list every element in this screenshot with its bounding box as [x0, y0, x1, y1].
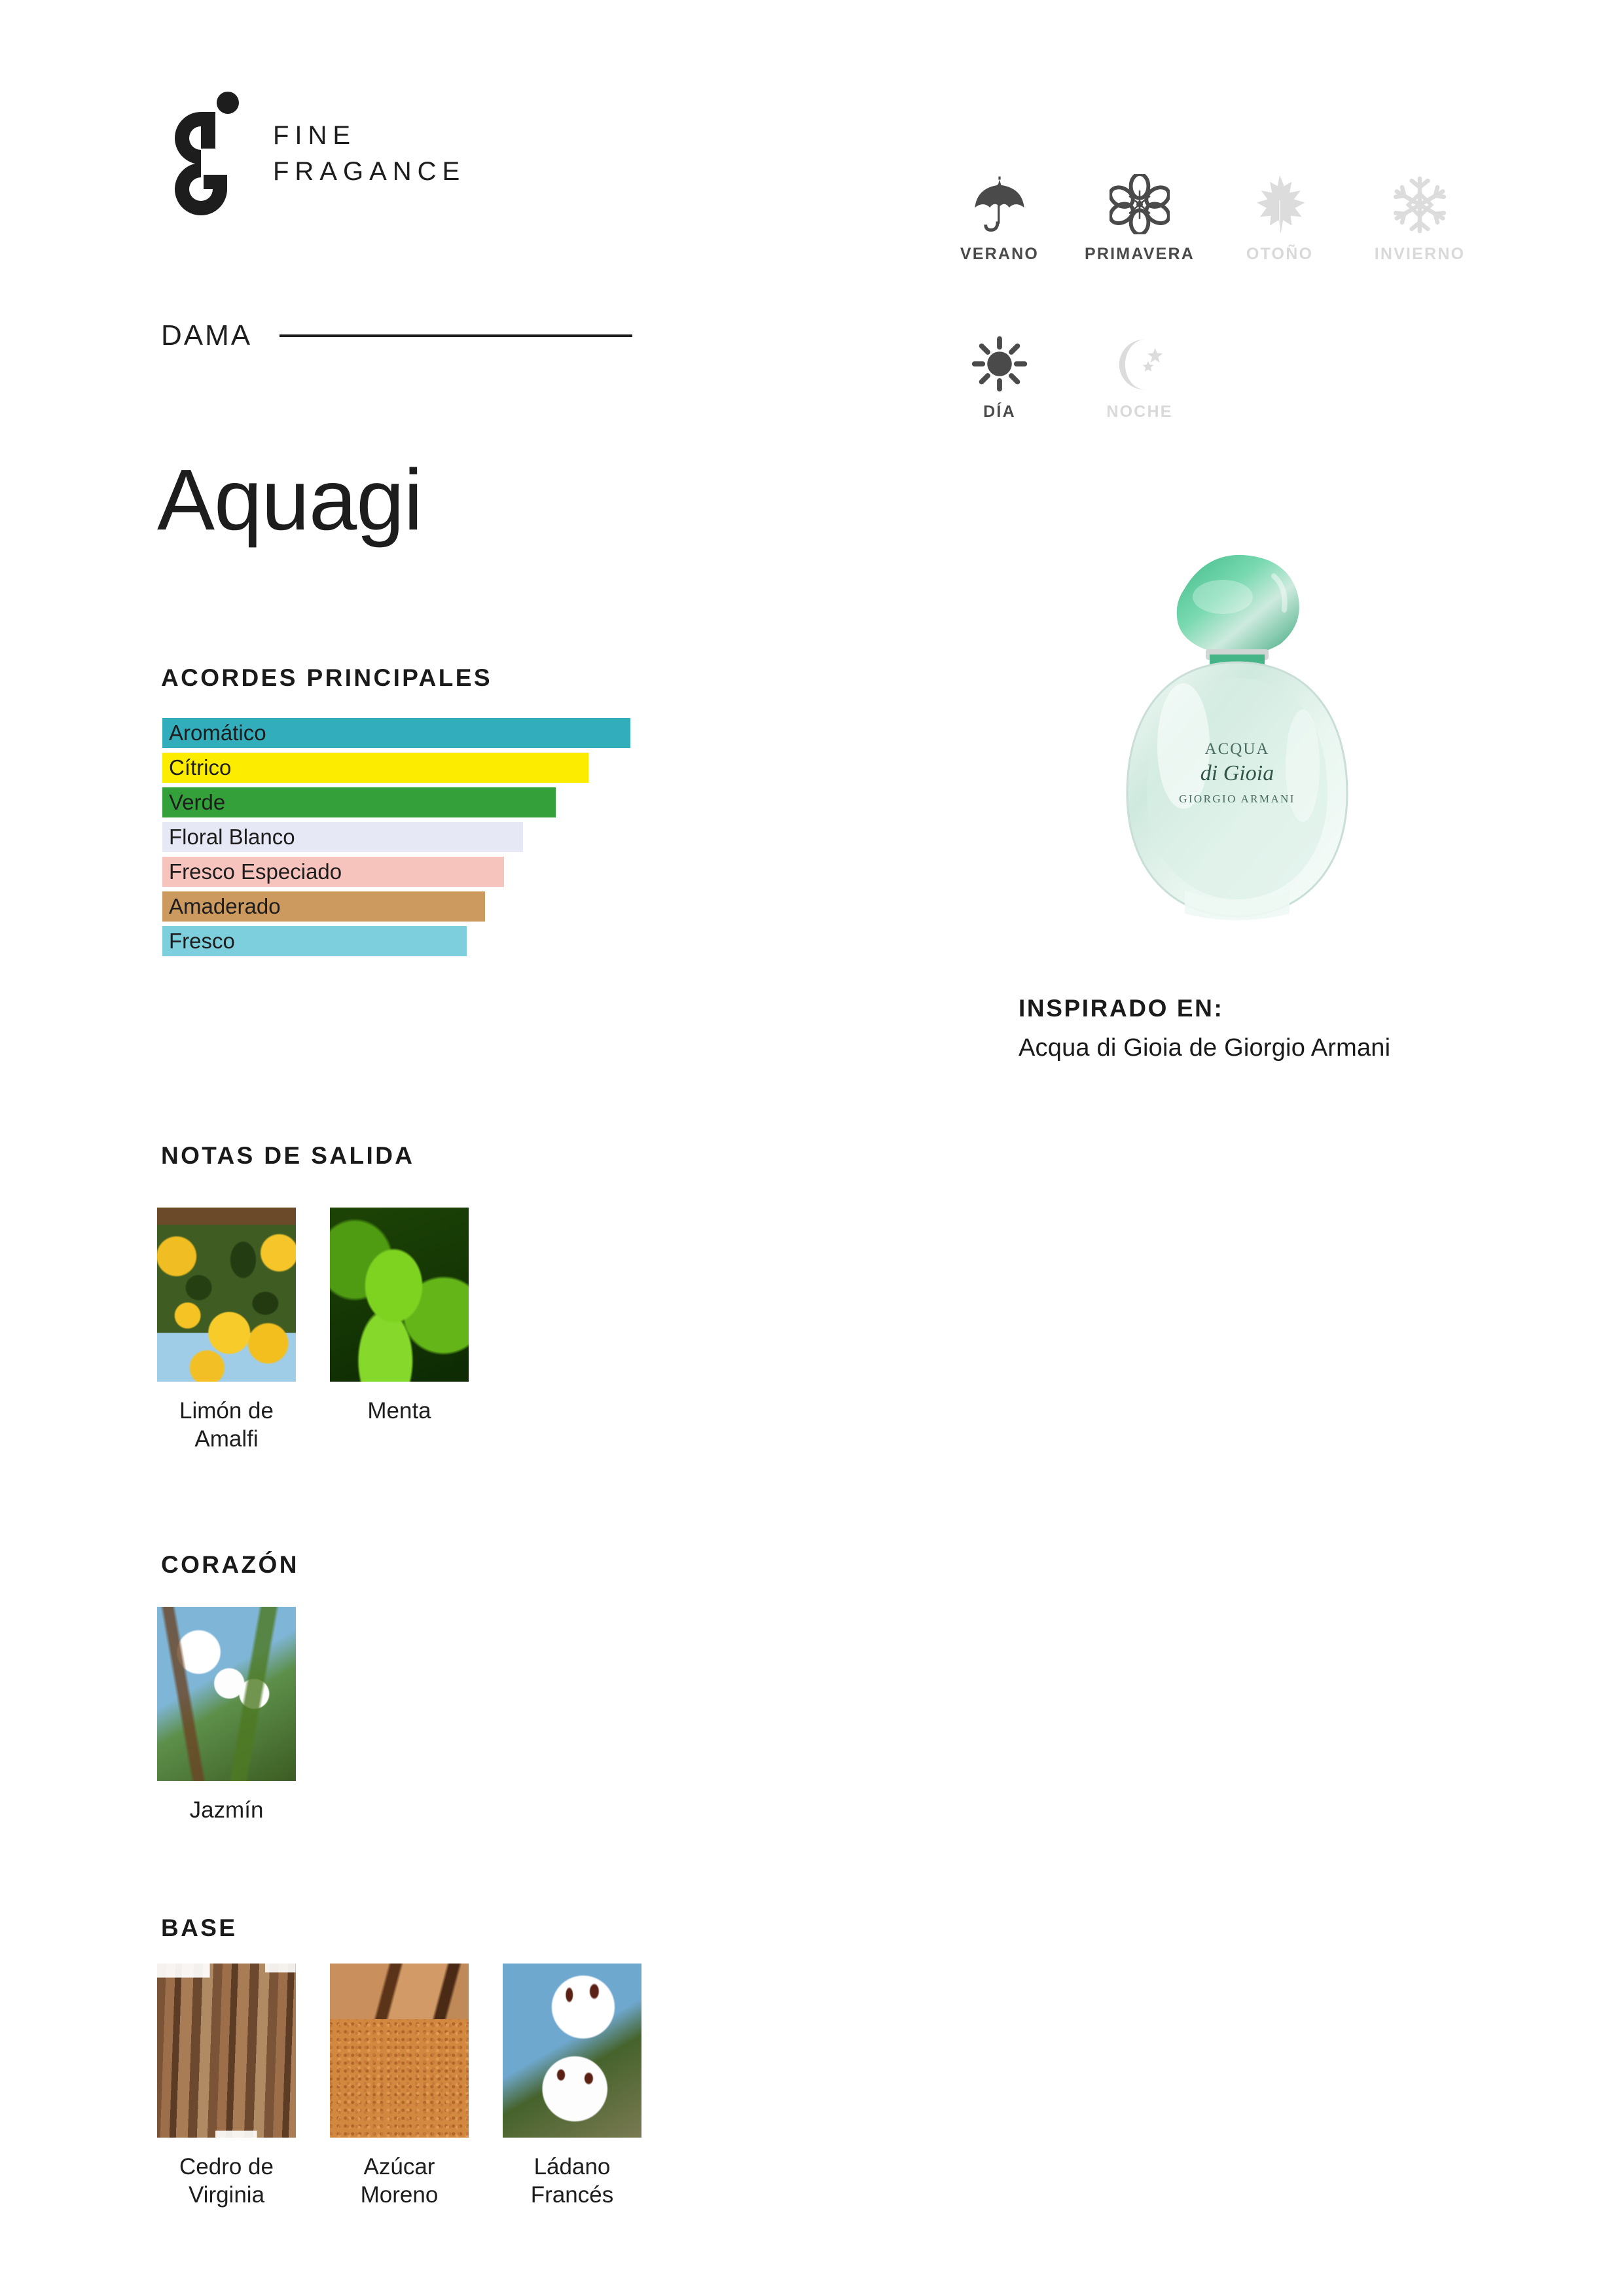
accords-heading: ACORDES PRINCIPALES [161, 664, 492, 691]
season-otono[interactable] [1210, 157, 1350, 264]
product-bottle-image [1106, 550, 1368, 956]
mint-thumbnail [330, 1208, 469, 1382]
flower-icon [1110, 157, 1170, 234]
note-label: Jazmín [189, 1797, 264, 1823]
daypart-noche[interactable] [1070, 315, 1210, 422]
season-invierno[interactable] [1350, 157, 1490, 264]
category-row [161, 319, 632, 352]
accords-chart [162, 718, 882, 961]
accord-row [162, 822, 882, 852]
brown-sugar-thumbnail [330, 1964, 469, 2138]
sun-icon [971, 315, 1028, 392]
brand-name-line2: FRAGANCE [273, 157, 466, 186]
accord-row [162, 718, 882, 748]
umbrella-icon [973, 157, 1026, 234]
accord-row [162, 787, 882, 817]
daypart-dia[interactable] [929, 315, 1070, 422]
category-label: DAMA [161, 319, 253, 351]
maple-leaf-icon [1252, 157, 1307, 234]
note-item [157, 1964, 296, 2209]
accord-row [162, 926, 882, 956]
heart-notes-heading: CORAZÓN [161, 1551, 299, 1578]
season-row [929, 157, 1490, 264]
svg-text:ACQUA: ACQUA [1204, 740, 1270, 758]
accord-row [162, 753, 882, 783]
season-verano[interactable] [929, 157, 1070, 264]
season-label: PRIMAVERA [1085, 245, 1195, 263]
note-artwork [157, 1607, 296, 1781]
svg-text:di Gioia: di Gioia [1200, 761, 1274, 785]
labdanum-thumbnail [503, 1964, 641, 2138]
page-title: Aquagi [157, 452, 423, 548]
accord-row [162, 891, 882, 922]
accord-label: Verde [169, 790, 226, 814]
top-notes-heading: NOTAS DE SALIDA [161, 1142, 415, 1169]
season-label: VERANO [960, 245, 1039, 263]
category-divider [280, 334, 632, 337]
note-item [503, 1964, 641, 2209]
lemon-thumbnail [157, 1208, 296, 1382]
note-artwork [157, 1208, 296, 1382]
note-artwork [157, 1964, 296, 2138]
season-primavera[interactable] [1070, 157, 1210, 264]
note-item [330, 1964, 469, 2209]
note-item [157, 1208, 296, 1453]
accord-label: Amaderado [169, 894, 281, 918]
accord-label: Cítrico [169, 755, 232, 780]
accord-row [162, 857, 882, 887]
note-item [330, 1208, 469, 1453]
note-artwork [330, 1208, 469, 1382]
snowflake-icon [1390, 157, 1449, 234]
accord-label: Fresco [169, 929, 235, 953]
note-item [157, 1607, 296, 1825]
note-label: Azúcar Moreno [360, 2154, 439, 2208]
note-label: Cedro de Virginia [179, 2154, 274, 2208]
accord-label: Aromático [169, 721, 266, 745]
note-artwork [330, 1964, 469, 2138]
top-notes-row [157, 1208, 503, 1453]
base-notes-heading: BASE [161, 1914, 238, 1941]
inspired-by-heading: INSPIRADO EN: [1019, 995, 1224, 1022]
moon-icon [1112, 315, 1167, 392]
base-notes-row [157, 1964, 676, 2209]
note-artwork [503, 1964, 641, 2138]
g-monogram-logo [160, 88, 245, 219]
heart-notes-row [157, 1607, 330, 1825]
accord-label: Floral Blanco [169, 825, 295, 849]
inspired-by-block [1019, 995, 1390, 1062]
note-label: Limón de Amalfi [179, 1398, 274, 1452]
note-label: Menta [367, 1398, 431, 1424]
svg-text:GIORGIO ARMANI: GIORGIO ARMANI [1179, 793, 1295, 805]
season-label: OTOÑO [1246, 245, 1314, 263]
daypart-label: NOCHE [1106, 403, 1173, 421]
daypart-row [929, 315, 1490, 422]
season-label: INVIERNO [1374, 245, 1466, 263]
daypart-label: DÍA [983, 403, 1016, 421]
brand-name-line1: FINE [273, 120, 357, 150]
brand-logo [160, 88, 465, 219]
accord-label: Fresco Especiado [169, 859, 342, 884]
cedar-thumbnail [157, 1964, 296, 2138]
inspired-by-reference: Acqua di Gioia de Giorgio Armani [1019, 1034, 1391, 1062]
jasmine-thumbnail [157, 1607, 296, 1781]
usage-icons [929, 157, 1490, 422]
note-label: Ládano Francés [530, 2154, 614, 2208]
brand-name [273, 118, 465, 190]
